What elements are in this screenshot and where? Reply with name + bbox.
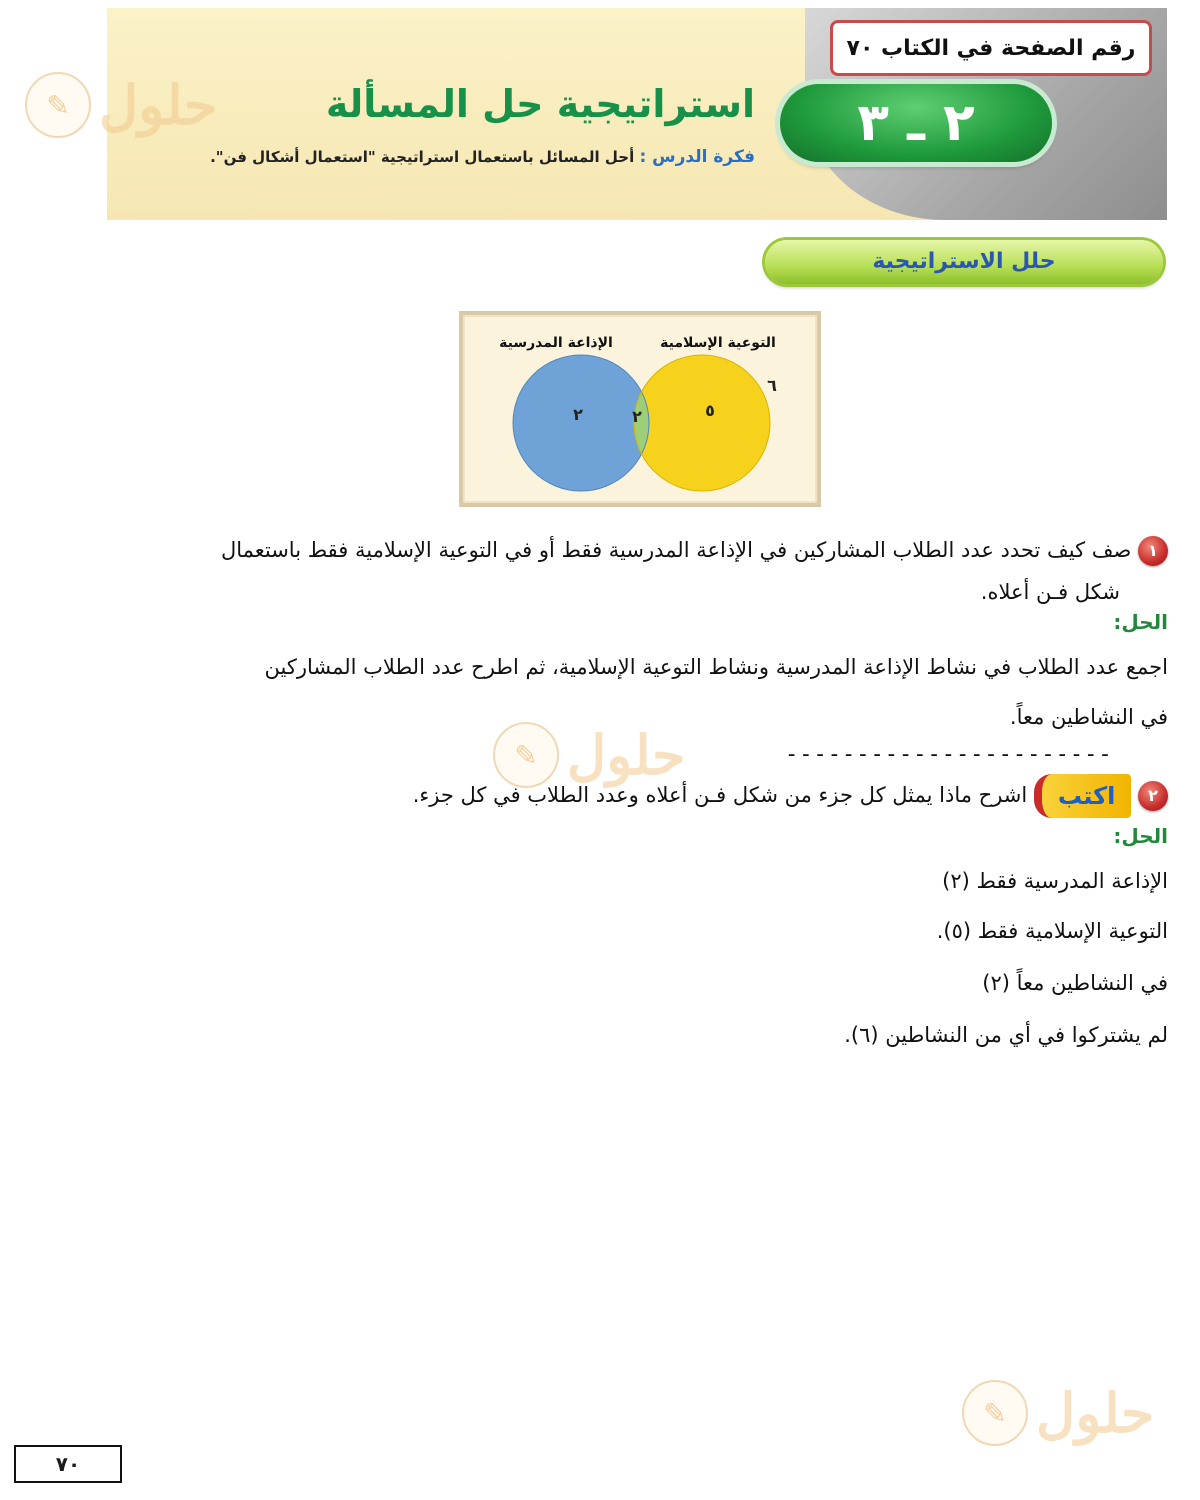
question-1-text: صف كيف تحدد عدد الطلاب المشاركين في الإذاعة المدرسية فقط أو في التوعية الإسلامية فقط باستعمال: [220, 538, 1132, 562]
lesson-title: استراتيجية حل المسألة: [325, 82, 755, 126]
watermark-text: حلول: [1036, 1381, 1155, 1445]
answer-1-line-2: في النشاطين معاً.: [1009, 705, 1168, 729]
question-number-badge: ١: [1138, 536, 1168, 566]
venn-value-both: ٢: [632, 407, 642, 426]
venn-circle-islamic-awareness: [634, 355, 770, 491]
page-number: ٧٠: [14, 1445, 122, 1483]
watermark-text: حلول: [99, 73, 218, 137]
question-1: [100, 530, 1168, 570]
lesson-number-badge: ٢ ـ ٣: [780, 84, 1052, 162]
question-2: [100, 774, 1168, 818]
answer-2-item: في النشاطين معاً (٢): [982, 971, 1168, 995]
question-2-text: اشرح ماذا يمثل كل جزء من شكل فـن أعلاه وعدد الطلاب في كل جزء.: [412, 783, 1028, 807]
question-number-badge: ٢: [1138, 781, 1168, 811]
separator-dashes: -----------------------: [785, 742, 1113, 762]
watermark-text: حلول: [567, 723, 686, 787]
venn-value-neither: ٦: [767, 376, 777, 395]
write-badge: اكتب: [1034, 774, 1131, 818]
watermark-logo: [25, 72, 217, 138]
venn-value-school-radio-only: ٢: [573, 405, 583, 424]
solution-label: الحل:: [1113, 610, 1168, 634]
venn-label-school-radio: الإذاعة المدرسية: [499, 335, 613, 351]
lesson-idea-label: فكرة الدرس :: [639, 147, 755, 167]
watermark-logo: [962, 1380, 1154, 1446]
lesson-idea-text: أحل المسائل باستعمال استراتيجية "استعمال أشكال فن".: [210, 148, 635, 166]
answer-1-line-1: اجمع عدد الطلاب في نشاط الإذاعة المدرسية ونشاط التوعية الإسلامية، ثم اطرح عدد الطلاب المشاركين: [264, 655, 1168, 679]
book-page-reference: رقم الصفحة في الكتاب ٧٠: [830, 20, 1152, 76]
lesson-idea: [120, 140, 755, 174]
watermark-icon: ✎: [962, 1380, 1028, 1446]
solution-label: الحل:: [1113, 824, 1168, 848]
venn-label-islamic-awareness: التوعية الإسلامية: [660, 335, 776, 351]
answer-2-item: التوعية الإسلامية فقط (٥).: [936, 919, 1168, 943]
watermark-icon: ✎: [25, 72, 91, 138]
venn-value-islamic-awareness-only: ٥: [705, 401, 715, 420]
question-1-continued: شكل فـن أعلاه.: [980, 580, 1120, 604]
answer-2-item: الإذاعة المدرسية فقط (٢): [942, 869, 1168, 893]
strategy-heading: حلل الاستراتيجية: [765, 240, 1163, 284]
watermark-icon: ✎: [493, 722, 559, 788]
answer-2-item: لم يشتركوا في أي من النشاطين (٦).: [844, 1023, 1168, 1047]
